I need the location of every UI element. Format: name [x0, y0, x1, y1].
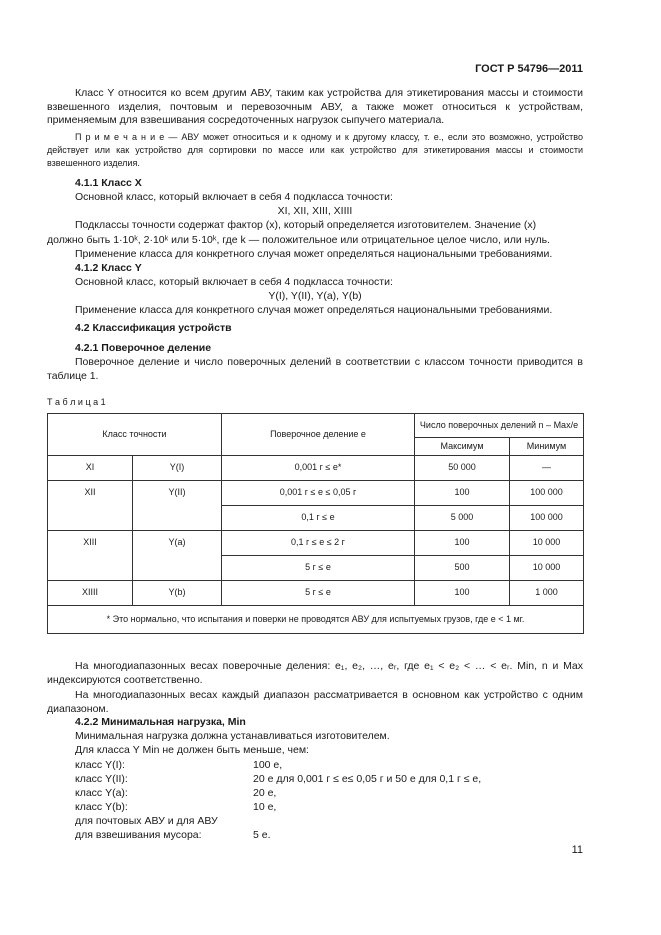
section-4-1-2-line2: Применение класса для конкретного случая может определяться национальными требованиями. [75, 304, 553, 316]
accuracy-table [47, 413, 584, 634]
table-caption: Т а б л и ц а 1 [47, 397, 106, 407]
min-list-label: для почтовых АВУ и для АВУ [75, 815, 218, 827]
section-4-2-2-line1: Минимальная нагрузка должна устанавливаться изготовителем. [75, 730, 390, 742]
cell-max: 100 [415, 531, 510, 556]
class-y-paragraph: Класс Y относится ко всем другим АВУ, таким как устройства для этикетирования массы и стоимости взвешенного изделия, почтовым и перевозочным АВУ, а также может относиться к устройствам, применяемым для взвешивания сосредоточенных нагрузок сыпучего материала. [47, 87, 583, 127]
section-4-2-2-heading: 4.2.2 Минимальная нагрузка, Min [75, 716, 246, 728]
section-4-2-1-heading: 4.2.1 Поверочное деление [75, 342, 212, 354]
cell-class-x: XII [48, 481, 133, 531]
cell-class-y: Y(I) [133, 456, 222, 481]
section-4-1-2-heading: 4.1.2 Класс Y [75, 262, 142, 274]
note-text: — АВУ может относиться и к одному и к другому классу, т. е., если это возможно, устройство действует или как устройство для сортировки по массе или как устройство для этикетирования массы и стоимости взвешенного изделия. [47, 132, 583, 169]
section-4-1-2-line1: Основной класс, который включает в себя 4 подкласса точности: [75, 276, 393, 288]
cell-class-y: Y(a) [133, 531, 222, 581]
min-list-label: для взвешивания мусора: [75, 829, 202, 841]
section-4-2-heading: 4.2 Классификация устройств [75, 322, 232, 334]
cell-division: 0,001 г ≤ e ≤ 0,05 г [222, 481, 415, 506]
note-label: П р и м е ч а н и е [75, 132, 165, 142]
min-list-label: класс Y(a): [75, 787, 128, 799]
cell-min: 100 000 [510, 481, 584, 506]
min-list-value: 10 e, [253, 801, 277, 813]
header-count: Число поверочных делений n – Max/e [415, 414, 584, 438]
cell-division: 0,1 г ≤ e ≤ 2 г [222, 531, 415, 556]
standard-header: ГОСТ Р 54796—2011 [475, 63, 583, 75]
cell-division: 5 г ≤ e [222, 556, 415, 581]
section-4-1-1-heading: 4.1.1 Класс X [75, 177, 142, 189]
section-4-1-1-line1: Основной класс, который включает в себя 4 подкласса точности: [75, 191, 393, 203]
table-footnote: * Это нормально, что испытания и поверки не проводятся АВУ для испытуемых грузов, где e < 1 мг. [48, 606, 584, 634]
cell-class-y: Y(II) [133, 481, 222, 531]
section-4-1-1-line4: Применение класса для конкретного случая может определяться национальными требованиями. [75, 248, 553, 260]
cell-min: 10 000 [510, 556, 584, 581]
cell-max: 100 [415, 481, 510, 506]
cell-max: 500 [415, 556, 510, 581]
cell-class-x: XIII [48, 531, 133, 581]
min-list-value: 100 e, [253, 759, 283, 771]
section-4-2-1-paragraph: Поверочное деление и число поверочных делений в соответствии с классом точности приводится в таблице 1. [47, 356, 583, 382]
header-min: Минимум [510, 438, 584, 456]
cell-max: 100 [415, 581, 510, 606]
cell-min: 100 000 [510, 506, 584, 531]
multirange-paragraph-1: На многодиапазонных весах поверочные деления: e₁, e₂, …, eᵣ, где e₁ < e₂ < … < eᵣ. Min, n и Max индексируются соответственно. [47, 660, 583, 686]
multirange-paragraph-2: На многодиапазонных весах каждый диапазон рассматривается в основном как устройство с одним диапазоном. [47, 689, 583, 715]
min-list-label: класс Y(b): [75, 801, 128, 813]
cell-division: 0,1 г ≤ e [222, 506, 415, 531]
cell-min: — [510, 456, 584, 481]
cell-division: 5 г ≤ e [222, 581, 415, 606]
min-list-label: класс Y(I): [75, 759, 125, 771]
page-number: 11 [571, 844, 583, 856]
min-list-label: класс Y(II): [75, 773, 128, 785]
min-list-value: 20 e для 0,001 г ≤ e≤ 0,05 г и 50 e для 0,1 г ≤ e, [253, 773, 482, 785]
section-4-1-1-line2: Подклассы точности содержат фактор (x), который определяется изготовителем. Значение (x) [75, 219, 537, 231]
cell-class-x: XI [48, 456, 133, 481]
cell-max: 5 000 [415, 506, 510, 531]
class-y-subclasses: Y(I), Y(II), Y(a), Y(b) [268, 290, 362, 302]
min-list-value: 5 e. [253, 829, 271, 841]
cell-division: 0,001 г ≤ e* [222, 456, 415, 481]
cell-class-x: XIIII [48, 581, 133, 606]
header-class: Класс точности [48, 414, 222, 456]
header-division: Поверочное деление e [222, 414, 415, 456]
cell-class-y: Y(b) [133, 581, 222, 606]
section-4-2-2-line2: Для класса Y Min не должен быть меньше, чем: [75, 744, 309, 756]
header-max: Максимум [415, 438, 510, 456]
section-4-1-1-line3: должно быть 1·10ᵏ, 2·10ᵏ или 5·10ᵏ, где k — положительное или отрицательное целое число, или нуль. [47, 234, 550, 246]
min-list-value: 20 e, [253, 787, 277, 799]
cell-min: 10 000 [510, 531, 584, 556]
class-x-subclasses: XI, XII, XIII, XIIII [277, 205, 353, 217]
cell-max: 50 000 [415, 456, 510, 481]
cell-min: 1 000 [510, 581, 584, 606]
note-paragraph [47, 131, 583, 170]
